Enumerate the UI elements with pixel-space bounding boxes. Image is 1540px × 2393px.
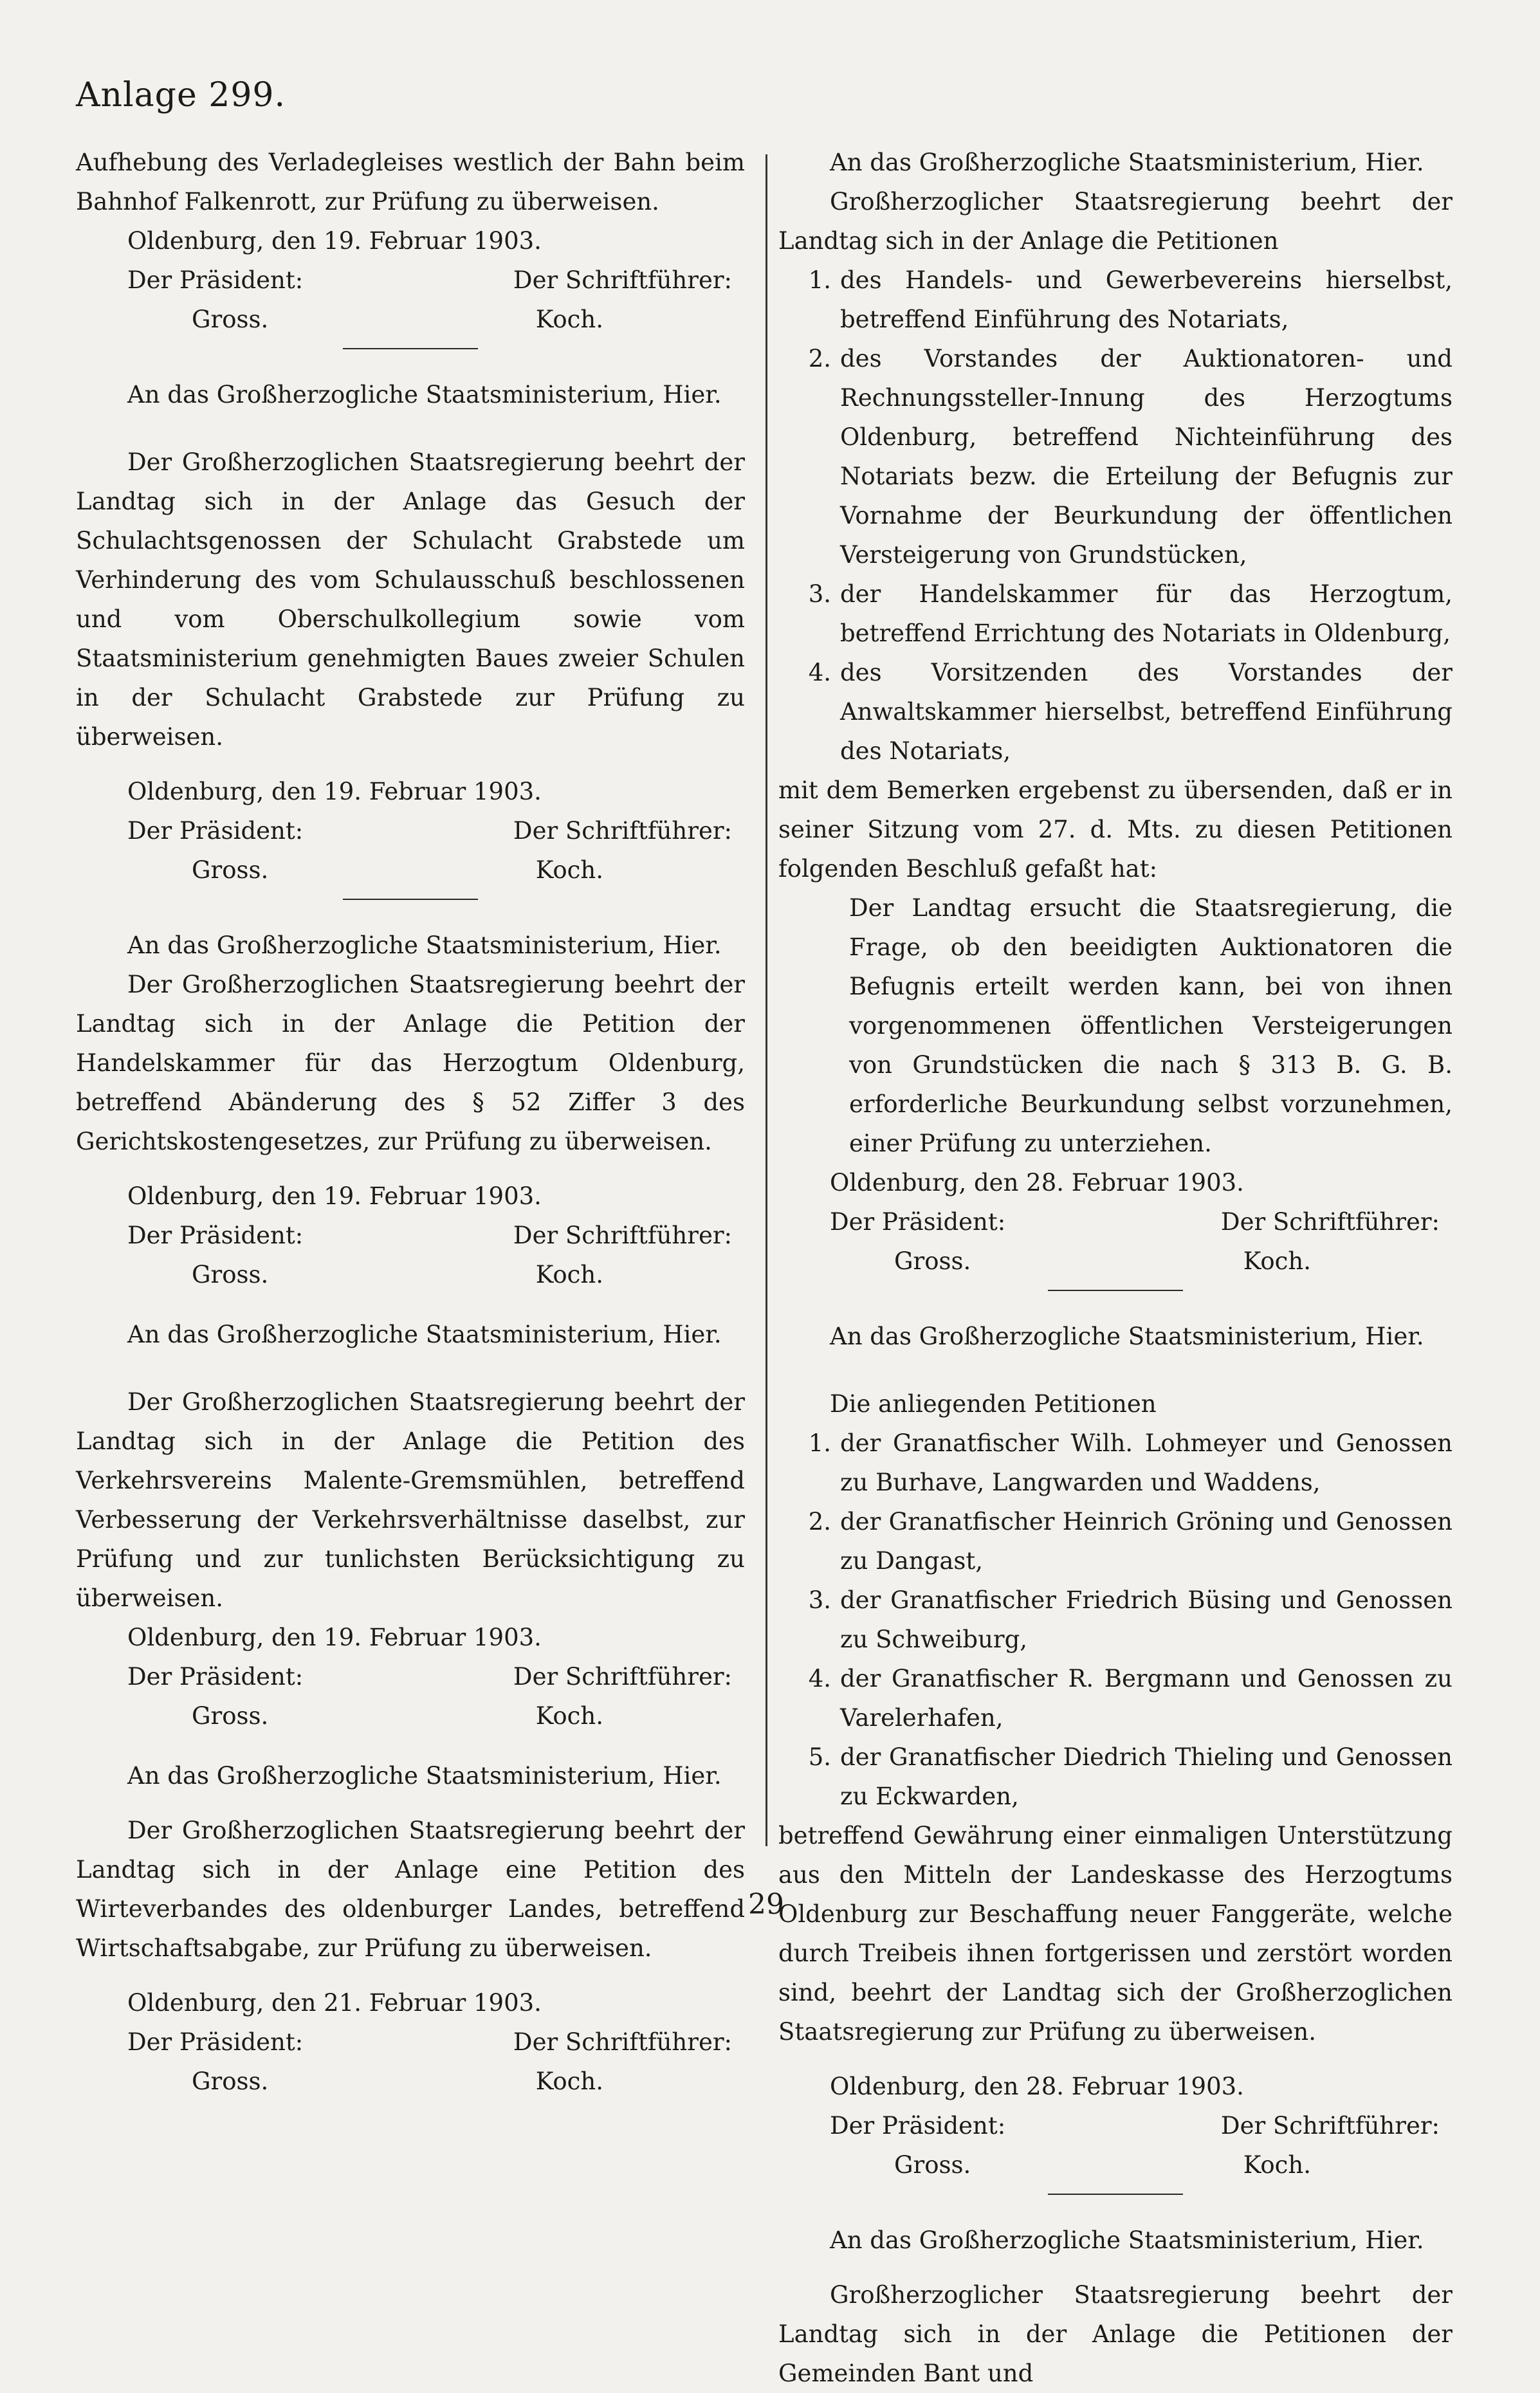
column-divider (765, 154, 767, 1846)
right-block3-address: An das Großherzogliche Staatsministerium, Hier. (830, 2226, 1424, 2254)
left-block1-text: Aufhebung des Verladegleises westlich der Bahn beim Bahnhof Falkenrott, zur Prüfung zu überweisen. (76, 149, 745, 215)
left-block2-signature-titles (76, 811, 745, 850)
left-block2-signature-names (76, 850, 745, 890)
left-block3-address: An das Großherzogliche Staatsministerium, Hier. (127, 931, 722, 959)
right-block1-signature-names (778, 1242, 1453, 1281)
president-name: Gross. (192, 306, 269, 333)
secretary-name: Koch. (535, 2068, 603, 2095)
right-block2-date: Oldenburg, den 28. Februar 1903. (830, 2073, 1244, 2100)
president-title: Der Präsident: (127, 817, 304, 845)
left-block4-text: Der Großherzoglichen Staatsregierung beehrt der Landtag sich in der Anlage die Petition des Verkehrsvereins Malente-Gremsmühlen, betreffend Verbesserung der Verkehrsverhältnisse daselbst, zur Prüfung und zur tunlichsten Berücksichtigung zu überweisen. (76, 1388, 745, 1612)
right-column (778, 143, 1453, 2393)
right-block3-text: Großherzoglicher Staatsregierung beehrt der Landtag sich in der Anlage die Petitionen der Gemeinden Bant und (778, 2281, 1453, 2387)
list-item: 2. der Granatfischer Heinrich Gröning und Genossen zu Dangast, (808, 1508, 1453, 1575)
left-block4-date: Oldenburg, den 19. Februar 1903. (127, 1624, 542, 1651)
page-number: 29 (748, 1888, 784, 1921)
right-block1-date: Oldenburg, den 28. Februar 1903. (830, 1169, 1244, 1196)
left-block5-date: Oldenburg, den 21. Februar 1903. (127, 1989, 542, 2017)
secretary-title: Der Schriftführer: (513, 1222, 732, 1249)
list-item: 1. des Handels- und Gewerbevereins hierselbst, betreffend Einführung des Notariats, (808, 266, 1453, 333)
page-title: Anlage 299. (76, 76, 286, 115)
secretary-title: Der Schriftführer: (1220, 1208, 1440, 1236)
secretary-name: Koch. (535, 1261, 603, 1288)
right-block1-intro: Großherzoglicher Staatsregierung beehrt der Landtag sich in der Anlage die Petitionen (778, 188, 1453, 255)
left-block5-signature-names (76, 2062, 745, 2101)
left-block3-date: Oldenburg, den 19. Februar 1903. (127, 1182, 542, 1210)
president-name: Gross. (894, 1247, 971, 1275)
president-title: Der Präsident: (127, 2028, 304, 2056)
right-block2-closing: betreffend Gewährung einer einmaligen Unterstützung aus den Mitteln der Landeskasse des Herzogtums Oldenburg zur Beschaffung neuer Fanggeräte, welche durch Treibeis ihnen fortgerissen und zerstört worden sind, beehrt der Landtag sich der Großherzoglichen Staatsregierung zur Prüfung zu überweisen. (778, 1822, 1453, 2046)
right-block2-address: An das Großherzogliche Staatsministerium, Hier. (830, 1323, 1424, 1350)
section-divider (343, 348, 478, 349)
left-block2-text: Der Großherzoglichen Staatsregierung beehrt der Landtag sich in der Anlage das Gesuch der Schulachtsgenossen der Schulacht Grabstede um Verhinderung des vom Schulausschuß beschlossenen und vom Oberschulkollegium sowie vom Staatsministerium genehmigten Baues zweier Schulen in der Schulacht Grabstede zur Prüfung zu überweisen. (76, 448, 745, 751)
list-item: 1. der Granatfischer Wilh. Lohmeyer und Genossen zu Burhave, Langwarden und Waddens, (808, 1429, 1453, 1496)
president-title: Der Präsident: (127, 266, 304, 294)
left-block5-text: Der Großherzoglichen Staatsregierung beehrt der Landtag sich in der Anlage eine Petition des Wirteverbandes des oldenburger Landes, betreffend Wirtschaftsabgabe, zur Prüfung zu überweisen. (76, 1817, 745, 1962)
right-block1-closing: mit dem Bemerken ergebenst zu übersenden, daß er in seiner Sitzung vom 27. d. Mts. zu diesen Petitionen folgenden Beschluß gefaßt hat: (778, 776, 1453, 883)
right-block1-resolution: Der Landtag ersucht die Staatsregierung, die Frage, ob den beeidigten Auktionatoren die Befugnis erteilt werden kann, bei von ihnen vorgenommenen öffentlichen Versteigerungen von Grundstücken die nach § 313 B. G. B. erforderliche Beurkundung selbst vorzunehmen, einer Prüfung zu unterziehen. (849, 894, 1453, 1157)
left-block4-address: An das Großherzogliche Staatsministerium, Hier. (127, 1321, 722, 1348)
right-block2-intro: Die anliegenden Petitionen (830, 1390, 1157, 1418)
secretary-title: Der Schriftführer: (513, 1663, 732, 1691)
right-block1-petition-list (778, 261, 1453, 771)
president-name: Gross. (192, 2068, 269, 2095)
secretary-title: Der Schriftführer: (1220, 2112, 1440, 2140)
president-name: Gross. (894, 2151, 971, 2179)
left-block2-date: Oldenburg, den 19. Februar 1903. (127, 778, 542, 805)
section-divider (1048, 1290, 1183, 1291)
left-block1-date: Oldenburg, den 19. Februar 1903. (127, 227, 542, 255)
right-block2-signature-titles (778, 2106, 1453, 2145)
secretary-name: Koch. (1243, 1247, 1311, 1275)
section-divider (343, 899, 478, 900)
left-block4-signature-titles (76, 1657, 745, 1696)
president-title: Der Präsident: (830, 1208, 1006, 1236)
president-name: Gross. (192, 856, 269, 884)
right-block1-signature-titles (778, 1202, 1453, 1242)
president-name: Gross. (192, 1261, 269, 1288)
secretary-name: Koch. (1243, 2151, 1311, 2179)
left-block5-address: An das Großherzogliche Staatsministerium, Hier. (127, 1762, 722, 1790)
left-block5-signature-titles (76, 2022, 745, 2062)
right-block1-address: An das Großherzogliche Staatsministerium, Hier. (830, 149, 1424, 176)
president-title: Der Präsident: (127, 1222, 304, 1249)
left-block3-signature-names (76, 1255, 745, 1294)
president-name: Gross. (192, 1702, 269, 1730)
secretary-name: Koch. (535, 1702, 603, 1730)
secretary-name: Koch. (535, 856, 603, 884)
section-divider (1048, 2194, 1183, 2195)
secretary-title: Der Schriftführer: (513, 266, 732, 294)
left-block4-signature-names (76, 1696, 745, 1736)
president-title: Der Präsident: (830, 2112, 1006, 2140)
list-item: 3. der Granatfischer Friedrich Büsing und Genossen zu Schweiburg, (808, 1586, 1453, 1653)
list-item: 3. der Handelskammer für das Herzogtum, betreffend Errichtung des Notariats in Oldenburg, (808, 580, 1453, 647)
secretary-name: Koch. (535, 306, 603, 333)
secretary-title: Der Schriftführer: (513, 817, 732, 845)
left-block3-signature-titles (76, 1216, 745, 1255)
list-item: 5. der Granatfischer Diedrich Thieling und Genossen zu Eckwarden, (808, 1743, 1453, 1810)
left-column (76, 143, 745, 2101)
right-block2-signature-names (778, 2145, 1453, 2185)
left-block1-signature-names (76, 300, 745, 339)
left-block1-signature-titles (76, 261, 745, 300)
president-title: Der Präsident: (127, 1663, 304, 1691)
right-block2-petition-list (778, 1424, 1453, 1816)
secretary-title: Der Schriftführer: (513, 2028, 732, 2056)
list-item: 4. des Vorsitzenden des Vorstandes der Anwaltskammer hierselbst, betreffend Einführung des Notariats, (808, 659, 1453, 765)
left-block2-address: An das Großherzogliche Staatsministerium, Hier. (127, 381, 722, 408)
list-item: 2. des Vorstandes der Auktionatoren- und Rechnungssteller-Innung des Herzogtums Oldenburg, betreffend Nichteinführung des Notariats bezw. die Erteilung der Befugnis zur Vornahme der Beurkundung der öffentlichen Versteigerung von Grundstücken, (808, 345, 1453, 569)
list-item: 4. der Granatfischer R. Bergmann und Genossen zu Varelerhafen, (808, 1665, 1453, 1732)
left-block3-text: Der Großherzoglichen Staatsregierung beehrt der Landtag sich in der Anlage die Petition der Handelskammer für das Herzogtum Oldenburg, betreffend Abänderung des § 52 Ziffer 3 des Gerichtskostengesetzes, zur Prüfung zu überweisen. (76, 971, 745, 1155)
